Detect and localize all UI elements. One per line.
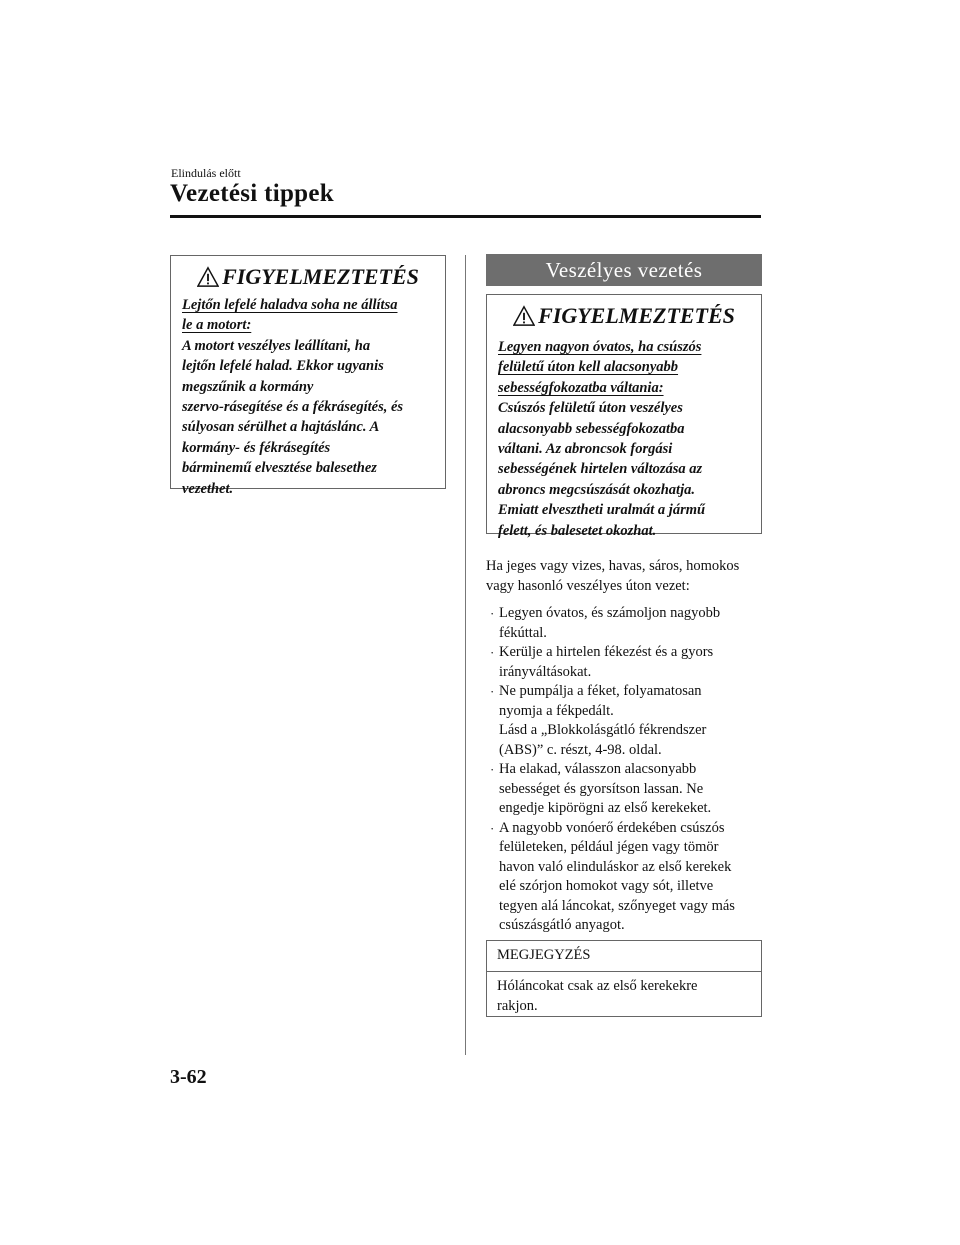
intro-paragraph (486, 557, 739, 596)
warning-heading (487, 299, 761, 333)
warning-body-line: sebességének hirtelen változása az (498, 461, 703, 478)
warning-title-line: sebességfokozatba váltania: (498, 379, 664, 396)
warning-heading-text: FIGYELMEZTETÉS (538, 303, 735, 328)
warning-body-line: váltani. Az abroncsok forgási (498, 441, 673, 458)
warning-body-line: szervo-rásegítése és a fékrásegítés, és (182, 399, 404, 416)
warning-box-right (486, 294, 762, 539)
warning-title-line: Lejtőn lefelé haladva soha ne állítsa (182, 297, 398, 313)
bullet-icon: · (490, 820, 495, 836)
note-box (486, 940, 762, 1017)
page-title: Vezetési tippek (170, 180, 334, 207)
warning-text (171, 295, 445, 499)
warning-body-line: bárminemű elvesztése balesethez (182, 460, 377, 477)
list-item (486, 760, 735, 819)
warning-body-line: A motort veszélyes leállítani, ha (182, 337, 371, 354)
section-banner: Veszélyes vezetés (486, 254, 762, 286)
warning-triangle-icon (513, 305, 535, 327)
list-item-line: engedje kipörögni az első kerekeket. (499, 800, 712, 816)
list-item-line: felületeken, például jégen vagy tömör (499, 839, 719, 855)
warning-body-line: vezethet. (182, 480, 234, 497)
note-heading: MEGJEGYZÉS (497, 947, 591, 963)
list-item (486, 819, 735, 936)
list-item-line: sebességet és gyorsítson lassan. Ne (499, 780, 704, 797)
warning-body-line: lejtőn lefelé halad. Ekkor ugyanis (182, 358, 384, 375)
warning-heading-text: FIGYELMEZTETÉS (222, 264, 419, 289)
warning-body-line: felett, és balesetet okozhat. (498, 522, 657, 539)
note-line: rakjon. (497, 997, 538, 1014)
list-item (486, 604, 735, 643)
bullet-icon: · (490, 645, 495, 660)
bullet-icon: · (490, 762, 495, 777)
warning-heading (171, 260, 445, 294)
warning-body-line: megszűnik a kormány (182, 378, 314, 395)
warning-triangle-icon (197, 266, 219, 288)
list-item (486, 682, 735, 760)
warning-body-line: abroncs megcsúszását okozhatja. (498, 481, 695, 498)
warning-text (487, 337, 761, 541)
list-item-line: Ha elakad, válasszon alacsonyabb (499, 761, 697, 777)
warning-title-line: le a motort: (182, 317, 252, 334)
warning-body-line: Csúszós felületű úton veszélyes (498, 400, 683, 417)
warning-box-left (170, 255, 446, 497)
warning-body-line: alacsonyabb sebességfokozatba (498, 420, 685, 437)
warning-title-line: Legyen nagyon óvatos, ha csúszós (498, 339, 702, 355)
list-item-line: csúszásgátló anyagot. (499, 917, 625, 933)
page-number: 3-62 (170, 1066, 207, 1088)
column-divider (465, 255, 466, 1055)
intro-line: Ha jeges vagy vizes, havas, sáros, homokos (486, 558, 740, 574)
list-item-line: Legyen óvatos, és számoljon nagyobb (499, 605, 721, 621)
intro-line: vagy hasonló veszélyes úton vezet: (486, 577, 690, 594)
note-line: Hóláncokat csak az első kerekekre (497, 978, 698, 994)
warning-body-line: súlyosan sérülhet a hajtáslánc. A (182, 419, 380, 436)
list-item-line: havon való elinduláskor az első kerekek (499, 858, 732, 875)
bullet-icon: · (490, 606, 495, 621)
list-item-line: Lásd a „Blokkolásgátló fékrendszer (499, 722, 707, 738)
list-item-line: A nagyobb vonóerő érdekében csúszós (499, 819, 725, 836)
list-item-line: fékúttal. (499, 624, 547, 641)
list-item-line: elé szórjon homokot vagy sót, illetve (499, 878, 714, 894)
list-item-line: nyomja a fékpedált. (499, 702, 614, 719)
warning-title-line: felületű úton kell alacsonyabb (498, 359, 679, 376)
section-label: Elindulás előtt (171, 166, 241, 180)
list-item-line: tegyen alá láncokat, szőnyeget vagy más (499, 897, 735, 914)
note-text (487, 972, 761, 1016)
list-item-line: (ABS)” c. részt, 4-98. oldal. (499, 741, 662, 758)
bullet-icon: · (490, 684, 495, 699)
warning-body-line: kormány- és fékrásegítés (182, 439, 331, 456)
list-item (486, 643, 735, 682)
tips-list (486, 604, 735, 936)
list-item-line: irányváltásokat. (499, 663, 592, 680)
list-item-line: Ne pumpálja a féket, folyamatosan (499, 683, 702, 699)
title-rule (170, 215, 761, 218)
warning-body-line: Emiatt elvesztheti uralmát a jármű (498, 502, 706, 519)
list-item-line: Kerülje a hirtelen fékezést és a gyors (499, 644, 714, 660)
